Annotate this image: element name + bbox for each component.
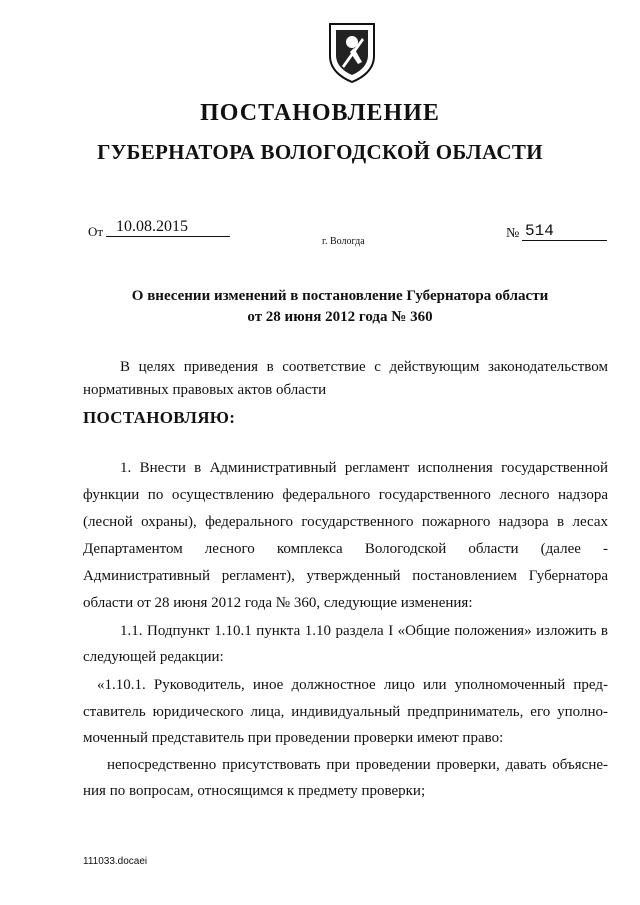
- paragraph-line: моченный представитель при проведении проверки имеют право:: [83, 730, 504, 746]
- file-reference: 111033.docaei: [83, 856, 148, 867]
- document-number: 514: [522, 222, 607, 241]
- paragraph-line: 1. Внести в Административный регламент исполнения государственной: [120, 460, 608, 476]
- paragraph-line: Административный регламент), утвержденный постановлением Губернатора: [83, 568, 608, 584]
- paragraph-line: ния по вопросам, относящимся к предмету проверки;: [83, 783, 426, 799]
- coat-of-arms-emblem: [328, 22, 376, 84]
- paragraph-line: «1.10.1. Руководитель, иное должностное лицо или уполномоченный пред-: [97, 677, 608, 693]
- document-subtitle: ГУБЕРНАТОРА ВОЛОГОДСКОЙ ОБЛАСТИ: [97, 140, 543, 164]
- paragraph-line: области от 28 июня 2012 года № 360, следующие изменения:: [83, 595, 473, 611]
- paragraph-line: непосредственно присутствовать при проведении проверки, давать объясне-: [107, 757, 608, 773]
- paragraph-line: 1.1. Подпункт 1.10.1 пункта 1.10 раздела I «Общие положения» изложить в: [120, 623, 608, 639]
- paragraph-line: функции по осуществлению федерального государственного лесного надзора: [83, 487, 608, 503]
- city-label: г. Вологда: [322, 236, 365, 247]
- subject-line: от 28 июня 2012 года № 360: [247, 309, 433, 325]
- paragraph-line: ставитель юридического лица, индивидуальный предприниматель, его уполно-: [83, 704, 608, 720]
- resolve-heading: ПОСТАНОВЛЯЮ:: [83, 408, 236, 427]
- paragraph-line: следующей редакции:: [83, 649, 224, 665]
- document-title: ПОСТАНОВЛЕНИЕ: [200, 100, 440, 126]
- date-label: От: [88, 224, 104, 239]
- paragraph-line: (лесной охраны), федерального государственного пожарного надзора в лесах: [83, 514, 608, 530]
- document-date: 10.08.2015: [106, 218, 230, 237]
- preamble-line: В целях приведения в соответствие с действующим законодательством: [120, 359, 608, 375]
- subject-line: О внесении изменений в постановление Губернатора области: [131, 288, 549, 304]
- number-label: №: [506, 226, 520, 241]
- paragraph-line: Департаментом лесного комплекса Вологодской области (далее -: [83, 541, 608, 557]
- document-subject: [80, 286, 600, 328]
- preamble-line: нормативных правовых актов области: [83, 382, 327, 398]
